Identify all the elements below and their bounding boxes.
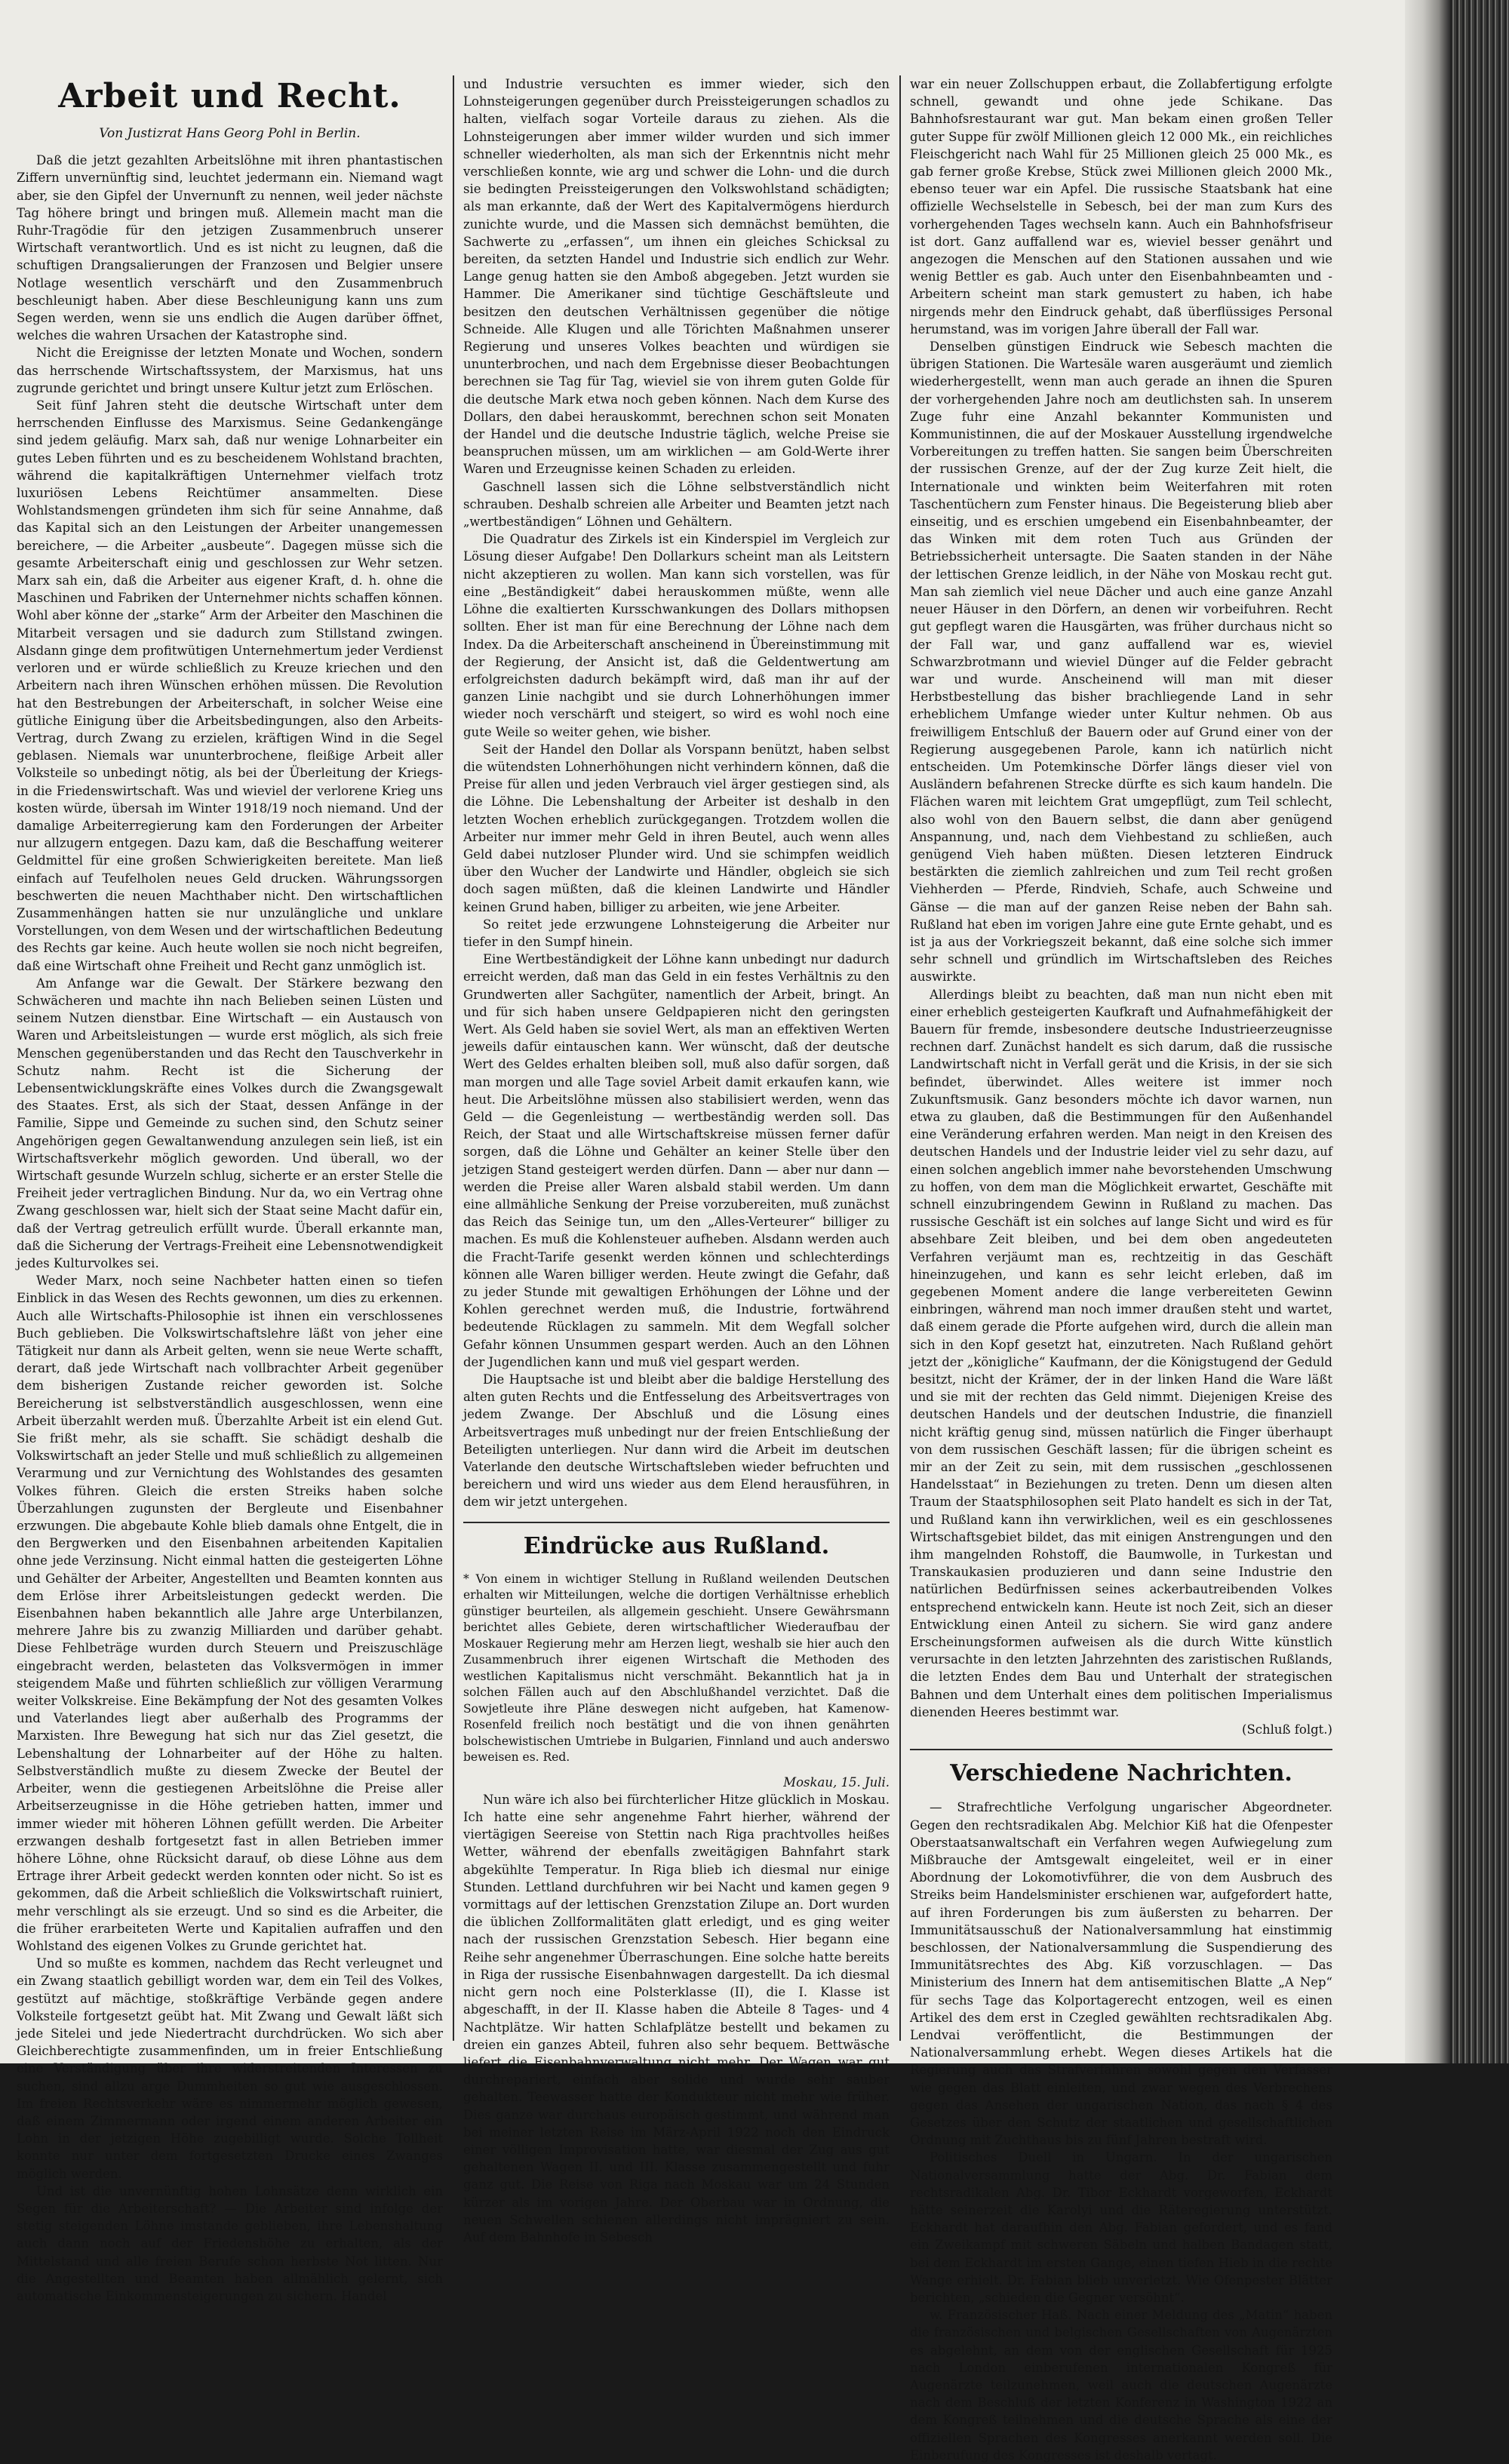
article-paragraph: Allerdings bleibt zu beachten, daß man nun nicht eben mit einer erheblich gesteigerten Kaufkraft und Aufnahmefähigkeit der Bauern für fremde, insbesondere deutsche Industrieerzeugnisse rechnen darf. Zunächst handelt es sich darum, daß die russische Landwirtschaft nicht in Verfall gerät und die Krisis, in der sie sich befindet, überwindet. Alles weitere ist immer noch Zukunftsmusik. Ganz besonders möchte ich davor warnen, nun etwa zu glauben, daß die Bestimmungen für den Außenhandel eine Veränderung erfahren werden. Man neigt in den Kreisen des deutschen Handels und der Industrie leider viel zu sehr dazu, auf einen solchen angeblich immer nahe bevorstehenden Umschwung zu hoffen, von dem man die Möglichkeit erwartet, Geschäfte mit schnell einzubringendem Gewinn in Rußland zu machen. Das russische Geschäft ist ein solches auf lange Sicht und wird es für absehbare Zeit bleiben, und bei dem oben angedeuteten Verfahren verjäumt man es, rechtzeitig in das Geschäft hineinzugehen, und kann es sehr leicht erleben, daß im gegebenen Moment andere die lange verbereiteten Gewinn einbringen, während man noch immer draußen steht und wartet, daß einem gerade die Pforte aufgehen wird, durch die allein man sich in den Kopf gesetzt hat, einzutreten. Nach Rußland gehört jetzt der „königliche“ Kaufmann, der die Königstugend der Geduld besitzt, nicht der Krämer, der in der linken Hand die Ware läßt und sie mit der rechten das Geld nimmt. Diejenigen Kreise des deutschen Handels und der deutschen Industrie, die finanziell nicht kräftig genug sind, müssen natürlich die Finger überhaupt von dem russischen Geschäft lassen; für die übrigen scheint es mir an der Zeit zu sein, mit dem russischen „geschlossenen Handelsstaat“ in Beziehungen zu treten. Denn um diesen alten Traum der Staatsphilosophen seit Plato handelt es sich in der Tat, und Rußland kann ihn verwirklichen, weil es ein geschlossenes Wirtschaftsgebiet bildet, das mit einigen Anstrengungen und den ihm mangelnden Rohstoff, die Baumwolle, in Turkestan und Transkaukasien produzieren und dann seine Industrie den natürlichen Bedürfnissen seines ackerbautreibenden Volkes entsprechend entwickeln kann. Heute ist noch Zeit, sich an dieser Entwicklung einen Anteil zu sichern. Sie wird ganz andere Erscheinungsformen aufweisen als die durch Witte künstlich verursachte in den letzten Jahrzehnten des zaristischen Rußlands, die letzten Endes dem Bau und Unterhalt der strategischen Bahnen und dem Unterhalt eines dem politischen Imperialismus dienenden Heeres bestimmt war. — [910, 987, 1332, 1719]
article-paragraph: war ein neuer Zollschuppen erbaut, die Zollabfertigung erfolgte schnell, gewandt und ohne jede Schikane. Das Bahnhofsrestaurant war gut. Man bekam einen großen Teller guter Suppe für zwölf Millionen gleich 12 000 Mk., ein reichliches Fleischgericht nach Wahl für 25 Millionen gleich 25 000 Mk., es gab ferner große Krebse, Stück zwei Millionen gleich 2000 Mk., ebenso teuer war ein Apfel. Die russische Staatsbank hat eine offizielle Wechselstelle in Sebesch, bei der man zum Kurs des vorhergehenden Tages wechseln kann. Auch ein Bahnhofsfriseur ist dort. Ganz auffallend war es, wieviel besser genährt und angezogen die Menschen auf den Stationen aussahen und wie wenig Bettler es gab. Auch unter den Eisenbahnbeamten und -Arbeitern scheint man stark gemustert zu haben, ich habe nirgends mehr den Eindruck gehabt, daß überflüssiges Personal herumstand, was im vorigen Jahre überall der Fall war. — [910, 77, 1332, 336]
section-divider — [463, 1522, 890, 1523]
column-divider — [453, 75, 454, 2041]
article-paragraph: Daß die jetzt gezahlten Arbeitslöhne mit ihren phantastischen Ziffern unvernünftig sind, leuchtet jedermann ein. Niemand wagt aber, sie den Gipfel der Unvernunft zu nennen, weil jeder nächste Tag höhere bringt und bringen muß. Allemein macht man die Ruhr-Tragödie für den jetzigen Zusammenbruch unserer Wirtschaft verantwortlich. Und es ist nicht zu leugnen, daß die schuftigen Drangsalierungen der Franzosen und Belgier unsere Notlage wesentlich verschärft und den Zusammenbruch beschleunigt haben. Aber diese Beschleunigung kann uns zum Segen werden, wenn sie uns endlich die Augen darüber öffnet, welches die wahren Ursachen der Katastrophe sind. — [17, 153, 443, 343]
continuation-note: (Schluß folgt.) — [1242, 1722, 1332, 1737]
news-item: — Strafrechtliche Verfolgung ungarischer Abgeordneter. Gegen den rechtsradikalen Abg. Melchior Kiß hat die Ofenpester Oberstaatsanwaltschaft ein Verfahren wegen Aufwiegelung zum Mißbrauche der Amtsgewalt eingeleitet, weil er in einer Abordnung der Lokomotivführer, die von dem Ausbruch des Streiks beim Handelsminister erschienen war, aufgefordert hatte, auf ihren Forderungen bis zum äußersten zu beharren. Der Immunitätsausschuß der Nationalversammlung hat einstimmig beschlossen, der Nationalversammlung die Suspendierung des Immunitätsrechtes des Abg. Kiß vorzuschlagen. — Das Ministerium des Innern hat dem antisemitischen Blatte „A Nep“ für sechs Tage das Kolportagerecht entzogen, weil es einen Artikel des dem erst in Czegled gewählten rechtsradikalen Abg. Lendvai veröffentlicht, die Bestimmungen der Nationalversammlung erhebt. Wegen dieses Artikels hat die Regierung auch das Strafverfahren sowohl gegen den Verfasser wie gegen das Blatt einleiten, und zwar wegen des Verbrechens gegen das Ansehen der ungarischen Nation, das nach § 4 des Gesetzes über den Schutz der staatlichen und gesellschaftlichen Ordnung mit Zuchthaus bis zu fünf Jahren bestraft wird. — [910, 1800, 1332, 2148]
article-paragraph: und Industrie versuchten es immer wieder, sich den Lohnsteigerungen gegenüber durch Preissteigerungen schadlos zu halten, vielfach sogar Vorteile daraus zu ziehen. Als die Lohnsteigerungen aber immer wilder wurden und sich immer schneller wiederholten, als man sich der Erkenntnis nicht mehr verschließen konnte, wie arg und schwer die Lohn- und die durch sie bedingten Preissteigerungen den Volkswohlstand schädigten; als man erkannte, daß der Wert des Kapitalvermögens hierdurch zunichte wurde, und die Massen sich demnächst bemühten, die Sachwerte zu „erfassen“, um ihnen ein gleiches Schicksal zu bereiten, da setzten Handel und Industrie sich endlich zur Wehr. Lange genug hatten sie den Amboß abgegeben. Jetzt wurden sie Hammer. Die Amerikaner sind tüchtige Geschäftsleute und besitzen den deutschen Verhältnissen gegenüber die nötige Schneide. Alle Klugen und alle Törichten Maßnahmen unserer Regierung und unseres Volkes beachten und würdigen sie ununterbrochen, und nach dem Ergebnisse dieser Beobachtungen berechnen sie Tag für Tag, wieviel sie von ihrem guten Golde für die deutsche Mark etwa noch geben können. Nach dem Kurse des Dollars, den dabei herauskommt, berechnen schon seit Monaten der Handel und die deutsche Industrie täglich, welche Preise sie beanspruchen müssen, um am wirklichen — am Gold-Werte ihrer Waren und Erzeugnisse keinen Schaden zu erleiden. — [463, 77, 890, 477]
article-paragraph: Nun wäre ich also bei fürchterlicher Hitze glücklich in Moskau. Ich hatte eine sehr angenehme Fahrt hierher, während der viertägigen Seereise von Stettin nach Riga prachtvolles heißes Wetter, während der ebenfalls zweitägigen Bahnfahrt stark abgekühlte Temperatur. In Riga blieb ich diesmal nur einige Stunden. Lettland durchfuhren wir bei Nacht und kamen gegen 9 vormittags auf der lettischen Grenzstation Zilupe an. Dort wurden die üblichen Zollformalitäten glatt erledigt, und es ging weiter nach der russischen Grenzstation Sebesch. Hier begann eine Reihe sehr angenehmer Überraschungen. Eine solche hatte bereits in Riga der russische Eisenbahnwagen dargestellt. Da ich diesmal nicht gern noch eine Polsterklasse (II), die I. Klasse ist abgeschafft, in der II. Klasse haben die Abteile 8 Tages- und 4 Nachtplätze. Wir hatten Schlafplätze bestellt und bekamen zu dreien ein ganzes Abteil, fuhren also sehr bequem. Bettwäsche liefert die Eisenbahnverwaltung nicht mehr. Der Wagen war gut durchrepariert, einfach aber solide und wurde sehr sauber gehalten. Teewasser hatte der Kondukteur nicht mehr wie früher. Dies ganze war durchaus europäisch gestimmt, und während man bei meiner letzten Reise im März-April 1922 noch den Eindruck einer völligen Improvisation hatte, war diesmal der Zug aus gut gehaltenen Wagen II. und III. Klasse zusammengestellt und fuhr ganz gut. Die Reise von Riga nach Moskau war um 24 Stunden kürzer als im vorigen Jahre. Der Oberbau war in Ordnung, die neuen Schwellen schienen allerdings nicht imprägniert zu sein. Auf dem Bahnhofe in Sebesch — [463, 1792, 890, 2244]
editorial-lead: * Von einem in wichtiger Stellung in Rußland weilenden Deutschen erhalten wir Mitteilungen, welche die dortigen Verhältnisse erheblich günstiger beurteilen, als allgemein geschieht. Unsere Gewährsmann berichtet alles Gebiete, deren wirtschaftlicher Wiederaufbau der Moskauer Regierung mehr am Herzen liegt, weshalb sie hier auch den Zusammenbruch ihrer eigenen Wirtschaft die Methoden des westlichen Kapitalismus nicht verschmäht. Bekanntlich hat ja in solchen Fällen auch auf den Abschlußhandel verzichtet. Daß die Sowjetleute ihre Pläne deswegen nicht aufgeben, hat Kamenow-Rosenfeld freilich noch bestätigt und die von ihnen genährten bolschewistischen Umtriebe in Bulgarien, Finnland und auch anderswo beweisen es. Red. — [463, 1571, 890, 1765]
article-paragraph: Die Hauptsache ist und bleibt aber die baldige Herstellung des alten guten Rechts und die Entfesselung des Arbeitsvertrages von jedem Zwange. Der Abschluß und die Lösung eines Arbeitsvertrages muß unbedingt nur der freien Entschließung der Beteiligten unterliegen. Nur dann wird die Arbeit im deutschen Vaterlande den deutsche Wirtschaftsleben wieder befruchten und bereichern und wird uns wieder aus dem Elend herausführen, in dem wir jetzt untergehen. — [463, 1372, 890, 1510]
article-paragraph: So reitet jede erzwungene Lohnsteigerung die Arbeiter nur tiefer in den Sumpf hinein. — [463, 917, 890, 949]
article-byline: Von Justizrat Hans Georg Pohl in Berlin. — [99, 126, 361, 141]
news-item: Politisches Duell in Ungarn. In der ungarischen Nationalversammlung hatte der Abg. Dr. Fabian dem rechtsradikalen Abg. Dr. Tibor Eckhardt vorgeworfen, Eckhardt hätte seinerzeit die Karolyi und die Räteregierung unterstützt. Eckhardt hat daraufhin den Abg. Fabian gefordert, und es fand ein Zweikampf mit schweren Säbeln und halben Bandagen statt, bei dem Eckhardt im ersten Gange, einen tiefen Hieb in die rechte Wange erhielt. Dr. Fabian blieb unverletzt. Wie Ofenpester Blätter berichten, „schieden die Gegner versöhnt“. — [910, 2150, 1332, 2305]
article-paragraph: Denselben günstigen Eindruck wie Sebesch machten die übrigen Stationen. Die Wartesäle waren ausgeräumt und ziemlich wiederhergestellt, wenn man auch gerade an ihnen die Spuren der vorhergehenden Jahre noch am deutlichsten sah. In unserem Zuge fuhr eine Anzahl bekannter Kommunisten und Kommunistinnen, die auf der Moskauer Ausstellung irgendwelche Vorbereitungen zu treffen hatten. Sie sangen beim Überschreiten der russischen Grenze, auf der der Zug kurze Zeit hielt, die Internationale und winkten beim Weiterfahren mit roten Taschentüchern zum Fenster hinaus. Die Begeisterung blieb aber einseitig, und es erschien umgebend ein Eisenbahnbeamter, der das Winken mit dem roten Tuch aus Gründen der Betriebssicherheit untersagte. Die Saaten standen in der Nähe der lettischen Grenze leidlich, in der Nähe von Moskau recht gut. Man sah ziemlich viel neue Dächer und auch eine ganze Anzahl neuer Häuser in den Dörfern, an denen wir vorbeifuhren. Recht gut gepflegt waren die Hausgärten, was früher durchaus nicht so der Fall war, und ganz auffallend war es, wieviel Schwarzbrotmann und wieviel Dünger auf die Felder gebracht war und wurde. Anscheinend will man mit dieser Herbstbestellung das bisher brachliegende Land in sehr erheblichem Umfange wieder unter Kultur nehmen. Ob aus freiwilligem Entschluß der Bauern oder auf Grund einer von der Regierung ausgegebenen Parole, kann ich natürlich nicht entscheiden. Um Potemkinsche Dörfer längs dieser viel von Ausländern befahrenen Strecke dürfte es sich kaum handeln. Die Flächen waren mit leichtem Grat umgepflügt, zum Teil schlecht, also wohl von den Bauern selbst, die dann aber genügend Anspannung, und, nach dem Viehbestand zu schließen, auch genügend Vieh haben müßten. Diesen letzteren Eindruck bestärkten die ziemlich zahlreichen und zum Teil recht großen Viehherden — Pferde, Rindvieh, Schafe, auch Schweine und Gänse — die man auf der ganzen Reise neben der Bahn sah. Rußland hat eben im vorigen Jahre eine gute Ernte gehabt, und es ist ja aus der Vorkriegszeit bekannt, daß eine solche sich immer sehr schnell und gründlich im Wirtschaftsleben des Reiches auswirkte. — [910, 339, 1332, 985]
column-1 — [17, 75, 443, 2303]
section-divider — [910, 1749, 1332, 1750]
article-paragraph: Eine Wertbeständigkeit der Löhne kann unbedingt nur dadurch erreicht werden, daß man das Geld in ein festes Verhältnis zu den Grundwerten aller Sachgüter, namentlich der Arbeit, bringt. An und für sich haben unsere Geldpapieren nicht den geringsten Wert. Als Geld haben sie soviel Wert, als man an effektiven Werten jeweils dafür eintauschen kann. Wer wünscht, daß der deutsche Wert des Geldes erhalten bleiben soll, muß also dafür sorgen, daß man morgen und alle Tage soviel Arbeit damit erkaufen kann, wie heut. Die Arbeitslöhne müssen also stabilisiert werden, wenn das Geld — die Gegenleistung — wertbeständig werden soll. Das Reich, der Staat und alle Wirtschaftskreise müssen ferner dafür sorgen, daß die Löhne und Gehälter an keiner Stelle über den jetzigen Stand gesteigert werden dürfen. Dann — aber nur dann — werden die Preise aller Waren alsbald stabil werden. Um dann eine allmähliche Senkung der Preise vorzubereiten, muß zunächst das Reich das Seinige tun, um den „Alles-Verteurer“ billiger zu machen. Es muß die Kohlensteuer aufheben. Alsdann werden auch die Fracht-Tarife gesenkt werden können und schlechterdings können alle Waren billiger werden. Heute zwingt die Gefahr, daß zu jeder Stunde mit gewaltigen Erhöhungen der Löhne und der Kohlen gerechnet werden muß, die Industrie, fortwährend bedeutende Rücklagen zu sammeln. Mit dem Wegfall solcher Gefahr können Unsummen gespart werden. Auch an den Löhnen der Jugendlichen kann und muß viel gespart werden. — [463, 952, 890, 1369]
column-divider — [899, 75, 901, 2041]
article-paragraph: Am Anfange war die Gewalt. Der Stärkere bezwang den Schwächeren und machte ihn nach Belieben seinen Lüsten und seinem Nutzen dienstbar. Eine Wirtschaft — ein Austausch von Waren und Arbeitsleistungen — wurde erst möglich, als sich freie Menschen gegenüberstanden und das Recht den Tauschverkehr in Schutz nahm. Recht ist die Sicherung der Lebensentwicklungskräfte eines Volkes durch die Zwangsgewalt des Staates. Erst, als sich der Staat, dessen Anfänge in der Familie, Sippe und Gemeinde zu suchen sind, den Schutz seiner Angehörigen gegen Gewaltanwendung anzulegen sein ließ, ist ein Wirtschaftsverkehr möglich geworden. Und überall, wo der Wirtschaft gesunde Wurzeln schlug, sicherte er an erster Stelle die Freiheit jeder vertraglichen Bindung. Nur da, wo ein Vertrag ohne Zwang geschlossen war, hielt sich der Staat seine Macht dafür ein, daß der Vertrag getreulich erfüllt wurde. Überall erkannte man, daß die Sicherung der Vertrags-Freiheit eine Lebensnotwendigkeit jedes Kulturvolkes sei. — [17, 975, 443, 1270]
dateline: Moskau, 15. Juli. — [783, 1774, 890, 1790]
book-page-edges — [1450, 0, 1509, 2063]
article-paragraph: Nicht die Ereignisse der letzten Monate und Wochen, sondern das herrschende Wirtschaftssystem, der Marxismus, hat uns zugrunde gerichtet und bringt unsere Kultur jetzt zum Erlöschen. — [17, 346, 443, 395]
section-title: Verschiedene Nachrichten. — [950, 1760, 1292, 1787]
article-title: Arbeit und Recht. — [58, 77, 401, 115]
article-paragraph: Gaschnell lassen sich die Löhne selbstverständlich nicht schrauben. Deshalb schreien alle Arbeiter und Beamten jetzt nach „wertbeständigen“ Löhnen und Gehältern. — [463, 479, 890, 530]
column-2 — [463, 75, 890, 2244]
section-title: Eindrücke aus Rußland. — [523, 1532, 830, 1559]
article-paragraph: Und so mußte es kommen, nachdem das Recht verleugnet und ein Zwang staatlich gebilligt worden war, dem ein Teil des Volkes, gestützt auf mächtige, stoßkräftige Verbände gegen andere Volksteile fortgesetzt geübt hat. Mit Zwang und Gewalt läßt sich jede Sitelei und jede Niedertracht durchdrücken. Wo sich aber Gleichberechtigte zusammenfinden, um in freier Entschließung eine Verständigung über ihre widerstreitenden Interessen zu suchen, sind allzu arge Dummheiten so gut wie ausgeschlossen. Im freien Rechtsverkehr wäre es nimmermehr möglich gewesen, daß einem Zimmermann oder irgend einem anderen Arbeiter ein Lohn in der jetzigen Höhe zugebilligt wurde. Solche Tollheit konnte nur unter dem fortgesetzten Drucke eines Zwanges möglich werden. — [17, 1956, 443, 2181]
column-3 — [910, 75, 1332, 2462]
news-item: w. Französischer Haß. Nach einer Meldung des „Matin“ haben die französischen und belgischen Gesellschaften von Augenärzten es abgelehnt, an dem von der englischen Gesellschaft für 1925 nach London einberufenen internationalen Kongreß für Augenärzte teilzunehmen, weil auch die deutschen Augenärzte nach dem Beschluß der letzten Konferenz in Washington 1922 an dem Kongreß teilnehmen und die deutsche Sprache als eine der offiziellen Sprachen des Kongresses anerkannt werden soll. Die Einberufung des Kongresses ist deshalb vertagt. — [910, 2308, 1332, 2462]
article-paragraph: Seit fünf Jahren steht die deutsche Wirtschaft unter dem herrschenden Einflusse des Marxismus. Seine Gedankengänge sind jedem geläufig. Marx sah, daß nur wenige Lohnarbeiter ein gutes Leben führten und es zu bescheidenem Wohlstand brachten, während die kapitalkräftigen Unternehmer vielfach trotz luxuriösen Lebens Reichtümer ansammelten. Diese Wohlstandsmengen gründeten ihm sich für seine Annahme, daß das Kapital sich an den Leistungen der Arbeiter unangemessen bereichere, — die Arbeiter „ausbeute“. Dagegen müsse sich die gesamte Arbeiterschaft einig und geschlossen zur Wehr setzen. Marx sah ein, daß die Arbeiter aus eigener Kraft, d. h. ohne die Maschinen und Fabriken der Unternehmer nichts schaffen können. Wohl aber könne der „starke“ Arm der Arbeiter den Maschinen die Mitarbeit versagen und sie dadurch zum Stillstand zwingen. Alsdann ginge dem profitwütigen Unternehmertum jeder Verdienst verloren und er würde schließlich zu Kreuze kriechen und den Arbeitern nach ihren Wünschen erhöhen müssen. Die Revolution hat den Bestrebungen der Arbeiterschaft, in solcher Weise eine gütliche Einigung über die Arbeitsbedingungen, also den Arbeits-Vertrag, durch Zwang zu erzielen, kräftigen Wind in die Segel geblasen. Niemals war ununterbrochene, fleißige Arbeit aller Volksteile so unbedingt nötig, als bei der Überleitung der Kriegs- in die Friedenswirtschaft. Was und wieviel der verlorene Krieg uns kosten würde, übersah im Winter 1918/19 noch niemand. Und der damalige Arbeiterregierung kam den Forderungen der Arbeiter nur allzugern entgegen. Dazu kam, daß die Beschaffung weiterer Geldmittel für eine großen Schwierigkeiten bereitete. Man ließ einfach auf Teufelholen neues Geld drucken. Währungssorgen beschwerten die neuen Machthaber nicht. Den wirtschaftlichen Zusammenhängen hatten sie nur unzulängliche und unklare Vorstellungen, von dem Wesen und der wirtschaftlichen Bedeutung des Rechts gar keine. Auch heute wollen sie noch nicht begreifen, daß eine Wirtschaft ohne Freiheit und Recht ganz unmöglich ist. — [17, 398, 443, 973]
page-binding-shadow — [1405, 0, 1450, 2063]
article-paragraph: Weder Marx, noch seine Nachbeter hatten einen so tiefen Einblick in das Wesen des Rechts gewonnen, um dies zu erkennen. Auch alle Wirtschafts-Philosophie ist ihnen ein verschlossenes Buch geblieben. Die Volkswirtschaftslehre läßt von jeher eine Tätigkeit nur dann als Arbeit gelten, wenn sie neue Werte schafft, derart, daß jede Wirtschaft nach vollbrachter Arbeit gegenüber dem bisherigen Zustande reicher geworden ist. Solche Bereicherung ist selbstverständlich ausgeschlossen, wenn eine Arbeit überzahlt werden muß. Überzahlte Arbeit ist ein elend Gut. Sie frißt mehr, als sie schafft. Sie schädigt deshalb die Volkswirtschaft an jeder Stelle und muß schließlich zu allgemeinen Verarmung und zur Vernichtung des Wohlstandes des gesamten Volkes führen. Gleich die ersten Streiks haben solche Überzahlungen zugunsten der Bergleute und Eisenbahner erzwungen. Die abgebaute Kohle blieb damals ohne Entgelt, die in den Bergwerken und den Eisenbahnen arbeitenden Kapitalien ohne jede Verzinsung. Nicht einmal hatten die gesteigerten Löhne und Gehälter der Arbeiter, Angestellten und Beamten konnten aus dem Erlöse ihrer Arbeitsleistungen gedeckt werden. Die Eisenbahnen haben bekanntlich alle Jahre arge Unterbilanzen, mehrere Jahre bis zu zwanzig Milliarden und darüber gehabt. Diese Fehlbeträge wurden durch Steuern und Preiszuschläge eingebracht werden, belasteten das Volksvermögen in immer steigendem Maße und führten schließlich zur völligen Verarmung weiter Volkskreise. Eine Bekämpfung der Not des gesamten Volkes und Vaterlandes liegt aber außerhalb des Programms der Marxisten. Ihre Bewegung hat sich nur das Ziel gesetzt, die Lebenshaltung der Lohnarbeiter auf der Höhe zu halten. Selbstverständlich mußte zu diesem Zwecke der Beutel der Arbeiter, wenn die gestiegenen Arbeitslöhne die Preise aller Arbeitserzeugnisse in die Höhe getrieben hatten, immer und immer wieder mit höheren Löhnen gefüllt werden. Die Arbeiter erzwangen deshalb fortgesetzt fast in allen Betrieben immer höhere Löhne, ohne Rücksicht darauf, ob diese Löhne aus dem Ertrage ihrer Arbeit gedeckt werden konnten oder nicht. So ist es gekommen, daß die Arbeit schließlich die Volkswirtschaft ruiniert, mehr verschlingt als sie erzeugt. Und so sind es die Arbeiter, die die früher erarbeiteten Werte und Kapitalien aufraffen und den Wohlstand des eigenen Volkes zu Grunde gerichtet hat. — [17, 1273, 443, 1953]
article-paragraph: Seit der Handel den Dollar als Vorspann benützt, haben selbst die wütendsten Lohnerhöhungen nicht verhindern können, daß die Preise für allen und jeden Verbrauch viel ärger gestiegen sind, als die Löhne. Die Lebenshaltung der Arbeiter ist deshalb in den letzten Wochen erheblich zurückgegangen. Trotzdem wollen die Arbeiter nur immer mehr Geld in ihren Beutel, auch wenn alles Geld dabei nutzloser Plunder wird. Und sie schimpfen weidlich über den Wucher der Landwirte und Händler, obgleich sie sich doch sagen müßten, daß die kleinen Landwirte und Händler keinen Grund haben, billiger zu arbeiten, wie jene Arbeiter. — [463, 742, 890, 914]
article-paragraph: Und ist die unvernünftig hohen Lohnsätze denn wirklich ein Segen für die Arbeiterschaft? — Die Arbeiter sind infolge der stetig steigenden Löhne imstande geblieben, ihre Lebenshaltung auch dann noch auf der Friedenshöhe zu erhalten, als der Mittelstand und alle freien Berufe schon herbste Not litten. Nur die Angestellten und Beamten haben allmählich gelernt, sich automatische Einkommensteigerungen zu sichern. Handel — [17, 2183, 443, 2303]
article-paragraph: Die Quadratur des Zirkels ist ein Kinderspiel im Vergleich zur Lösung dieser Aufgabe! Den Dollarkurs scheint man als Leitstern nicht akzeptieren zu wollen. Man kann sich vorstellen, was für eine „Beständigkeit“ dabei herauskommen müßte, wenn alle Löhne die exaltierten Kursschwankungen des Dollars mithopsen sollten. Eher ist man für eine Berechnung der Löhne nach dem Index. Da die Arbeiterschaft anscheinend in Übereinstimmung mit der Regierung, der Ansicht ist, daß die Geldentwertung am erfolgreichsten dadurch bekämpft wird, daß man ihr auf der ganzen Linie nachgibt und sie durch Lohnerhöhungen immer wieder noch verschärft und steigert, so wird es wohl noch eine gute Weile so weiter gehen, wie bisher. — [463, 532, 890, 739]
